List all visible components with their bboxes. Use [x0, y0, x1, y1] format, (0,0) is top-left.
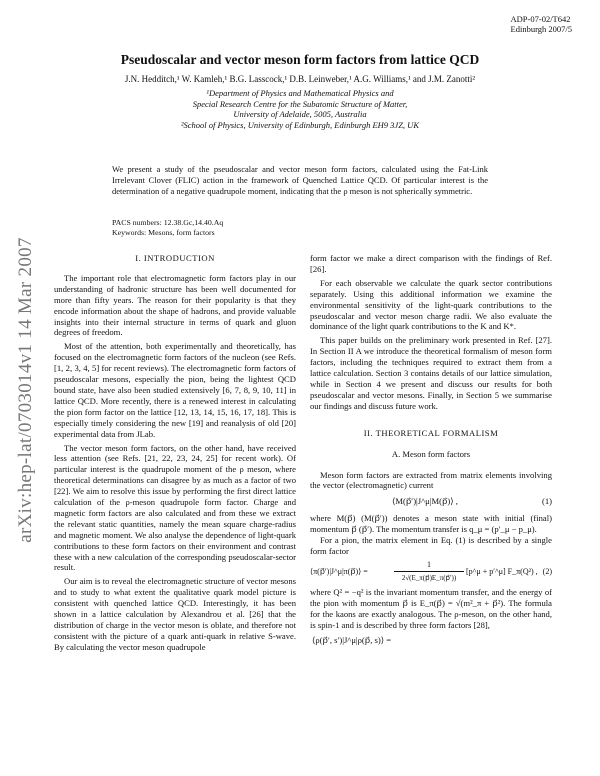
section-heading-introduction: I. INTRODUCTION — [135, 253, 215, 263]
intro-paragraph-4: Our aim is to reveal the electromagnetic structure of vector mesons and to study to what extent the qualitative quark model picture is consistent with quenched lattice QCD. Interestingly, it has been shown in a lattice calculation by Alexandrou et al. [26] that the distribution of charge in the vector meson is oblate, and therefore not consistent with the picture of a quark anti-quark in relative S-wave. By calculating the vector meson quadrupole — [54, 576, 296, 652]
author-list: J.N. Hedditch,¹ W. Kamleh,¹ B.G. Lasscock,¹ D.B. Leinweber,¹ A.G. Williams,¹ and J.M. Zanotti² — [124, 74, 476, 84]
right-column — [310, 253, 552, 649]
arxiv-sidebar — [4, 170, 48, 610]
right-paragraph-2: For each observable we calculate the quark sector contributions separately. Using this additional information we examine the environmental sensitivity of the light-quark contributions to the pseudoscalar and vector meson charge radii. We also evaluate the dominance of the light quark contributions to the K and K*. — [310, 277, 552, 332]
intro-paragraph-1: The important role that electromagnetic form factors play in our understanding of hadronic structure has been well documented for more than fifty years. The reason for their popularity is that they encode information about the shape of hadrons, and provide valuable insights into their internal structure in terms of quark and gluon degrees of freedom. — [54, 272, 296, 338]
intro-paragraph-2: Most of the attention, both experimentally and theoretically, has focused on the electromagnetic form factors of the nucleon (see Refs. [1, 2, 3, 4, 5] for recent reviews). The electromagnetic form factors of pseudoscalar mesons, especially the pion, being the lightest QCD bound state, have also been studied extensively [6, 7, 8, 9, 10, 11] in lattice QCD. More recently, there is a renewed interest in calculating the pion form factor on the lattice [12, 13, 14, 15, 16, 17, 18]. This is especially timely considering the new [19] and reanalysis of old [20] experimental data from JLab. — [54, 341, 296, 439]
affiliation-line-4: ²School of Physics, University of Edinburgh, Edinburgh EH9 3JZ, UK — [180, 119, 419, 130]
report-number — [511, 14, 572, 34]
pacs-block — [112, 218, 223, 238]
equation-2-numerator: 1 — [427, 559, 431, 569]
equation-3-row — [310, 631, 552, 649]
left-column — [54, 253, 296, 653]
affiliation-line-2: Special Research Centre for the Subatomic Structure of Matter, — [192, 98, 408, 109]
equation-1-row — [310, 491, 552, 513]
subsection-heading-meson-form-factors: A. Meson form factors — [391, 448, 471, 459]
equation-2-number: (2) — [542, 566, 552, 576]
affiliation-line-1: ¹Department of Physics and Mathematical Physics and — [206, 88, 394, 98]
report-place-date: Edinburgh 2007/5 — [510, 24, 572, 34]
equation-2-lhs: ⟨π(p⃗′)|J^μ|π(p⃗)⟩ = — [310, 566, 368, 576]
right-paragraph-1: form factor we make a direct comparison with the findings of Ref. [26]. — [310, 253, 552, 274]
keywords: Keywords: Mesons, form factors — [112, 228, 215, 237]
arxiv-identifier: arXiv:hep-lat/0703014v1 14 Mar 2007 — [15, 237, 36, 543]
equation-2-row — [310, 557, 552, 587]
affiliation-line-3: University of Adelaide, 5005, Australia — [233, 109, 367, 119]
right-paragraph-3: This paper builds on the preliminary work presented in Ref. [27]. In Section II A we introduce the theoretical formalism of meson form factors, including the techniques required to extract them from a lattice calculation. Section 3 contains details of our lattice simulation, while in Section 4 we present and discuss our results for both pseudoscalar and vector mesons. Finally, in Section 5 we summarise our findings and discuss future work. — [310, 335, 552, 411]
equation-2-rhs: [p^μ + p′^μ] F_π(Q²) , — [466, 566, 538, 576]
abstract: We present a study of the pseudoscalar and vector meson form factors, calculated using the Fat-Link Irrelevant Clover (FLIC) action in the framework of Quenched Lattice QCD. Of particular interest is the determination of a negative quadrupole moment, indicating that the ρ meson is not spherically symmetric. — [112, 164, 488, 196]
paper-title: Pseudoscalar and vector meson form factors from lattice QCD — [120, 52, 480, 67]
formalism-paragraph-d: where Q² = −q² is the invariant momentum transfer, and the energy of the pion with momentum p⃗ is E_π(p⃗) = √(m²_π + p⃗²). The formula for the kaons are exactly analogous. The ρ-meson, on the other hand, is spin-1 and is described by three form factors [28], — [310, 586, 552, 630]
equation-1: ⟨M(p⃗′)|J^μ|M(p⃗)⟩ , — [392, 496, 458, 507]
equation-2-fraction-bar — [394, 571, 464, 572]
formalism-paragraph-c: For a pion, the matrix element in Eq. (1) is described by a single form factor — [310, 535, 552, 557]
equation-3: ⟨ρ(p⃗′, s′)|J^μ|ρ(p⃗, s)⟩ = — [312, 634, 392, 645]
equation-2-denominator: 2√(E_π(p⃗)E_π(p⃗′)) — [401, 573, 457, 582]
section-heading-formalism: II. THEORETICAL FORMALISM — [363, 427, 499, 438]
report-id: ADP-07-02/T642 — [510, 14, 571, 24]
formalism-paragraph-a: Meson form factors are extracted from matrix elements involving the vector (electromagnetic) current — [310, 469, 552, 491]
pacs-numbers: PACS numbers: 12.38.Gc,14.40.Aq — [112, 218, 224, 227]
equation-1-number: (1) — [541, 496, 552, 507]
intro-paragraph-3: The vector meson form factors, on the other hand, have received less attention (see Refs. [21, 22, 23, 24, 25] for recent work). Of particular interest is the quadrupole moment of the ρ meson, where theoretical determinations can disagree by as much as a factor of two [22]. We aim to resolve this issue by performing the first direct lattice calculation of the ρ-meson quadrupole form factor. Charge and magnetic form factors are also calculated and from these we extract the relevant static quantities, namely the mean square charge-radius and magnetic moment. We also analyse the dependence of light-quark contributions to these form factors on their environment and contrast these with a new calculation of the corresponding pseudoscalar-sector result. — [54, 442, 296, 573]
formalism-paragraph-b: where M(p⃗) (M(p⃗′)) denotes a meson state with initial (final) momentum p⃗ (p⃗′). The momentum transfer is q_μ = (p′_μ − p_μ). — [310, 513, 552, 535]
